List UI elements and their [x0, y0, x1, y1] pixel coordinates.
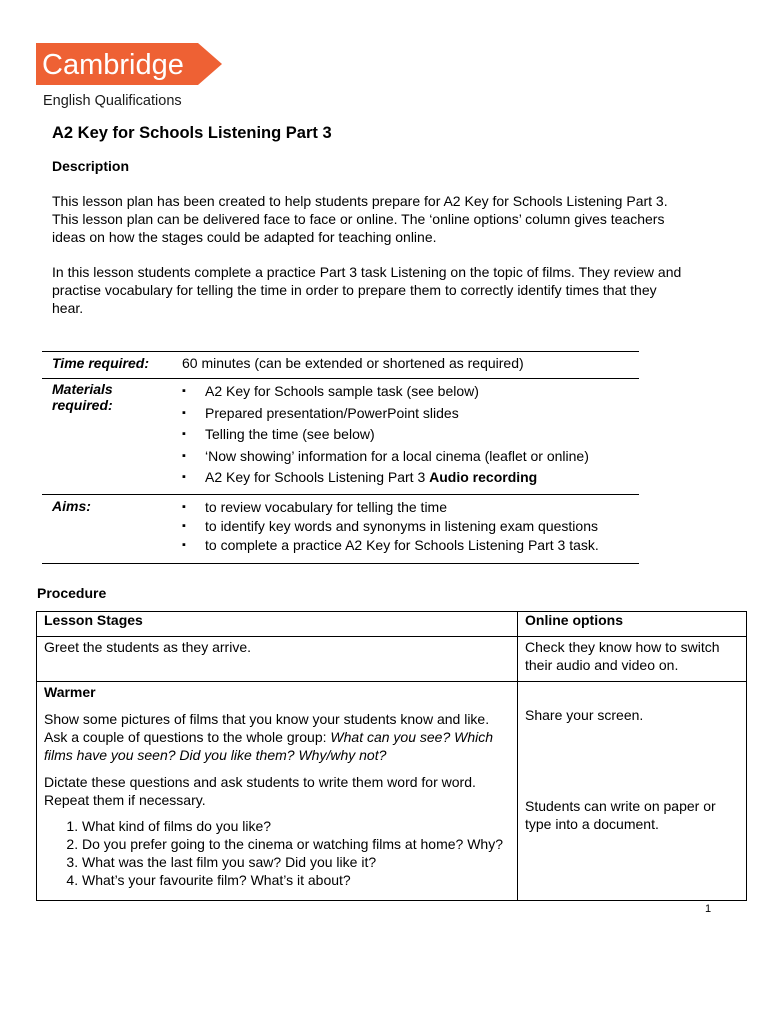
audio-recording-label: Audio recording [429, 469, 538, 485]
list-item: ▪ Prepared presentation/PowerPoint slides [182, 403, 639, 425]
logo-subtitle: English Qualifications [43, 93, 182, 109]
materials-list [182, 381, 639, 489]
procedure-header-row [37, 612, 747, 637]
procedure-table [36, 611, 747, 901]
time-required-row [42, 352, 639, 379]
description-paragraph-2: In this lesson students complete a practice Part 3 task Listening on the topic of films. They review and practise vocabulary for telling the time in order to prepare them to correctly identify times that they hear. [52, 264, 682, 316]
logo-arrow-badge [36, 43, 222, 85]
list-item: ▪ to review vocabulary for telling the time [182, 498, 639, 517]
list-item: ▪ Telling the time (see below) [182, 424, 639, 446]
lesson-info-table [42, 351, 639, 564]
description-paragraph-1: This lesson plan has been created to help students prepare for A2 Key for Schools Listening Part 3. This lesson plan can be delivered face to face or online. The ‘online options’ column gives teachers ideas on how the stages could be adapted for teaching online. [52, 193, 668, 245]
list-item: ▪ to complete a practice A2 Key for Schools Listening Part 3 task. [182, 536, 639, 555]
greet-stage: Greet the students as they arrive. [37, 637, 518, 682]
list-item: ▪ ‘Now showing’ information for a local cinema (leaflet or online) [182, 446, 639, 468]
warmer-paragraph-2: Dictate these questions and ask students to write them word for word. Repeat them if necessary. [44, 774, 476, 808]
lesson-stages-header: Lesson Stages [37, 612, 518, 637]
materials-row [42, 379, 639, 495]
warmer-questions-list [44, 817, 510, 889]
table-row [37, 682, 747, 901]
description-heading: Description [52, 158, 130, 174]
aims-list [182, 498, 639, 555]
warmer-online-options [518, 682, 747, 901]
list-item: 2. Do you prefer going to the cinema or watching films at home? Why? [82, 835, 510, 853]
warmer-online-option-1: Share your screen. [525, 707, 644, 723]
document-title: A2 Key for Schools Listening Part 3 [52, 124, 332, 142]
aims-label: Aims: [52, 498, 91, 514]
cambridge-logo [36, 43, 222, 109]
list-item: ▪ A2 Key for Schools sample task (see below) [182, 381, 639, 403]
list-item: ▪ to identify key words and synonyms in listening exam questions [182, 517, 639, 536]
table-row [37, 637, 747, 682]
logo-name: Cambridge [42, 49, 184, 81]
time-required-value: 60 minutes (can be extended or shortened as required) [182, 355, 524, 371]
warmer-online-option-2: Students can write on paper or type into a document. [525, 798, 716, 832]
warmer-title: Warmer [44, 684, 96, 700]
greet-online-option: Check they know how to switch their audio and video on. [518, 637, 747, 682]
warmer-paragraph-1: Show some pictures of films that you know your students know and like. Ask a couple of questions to the whole group: What can you see? Which films have you seen? Did you like them? Why/why not? [44, 711, 494, 763]
warmer-stage [37, 682, 518, 901]
list-item: 4. What’s your favourite film? What’s it about? [82, 871, 510, 889]
aims-row [42, 495, 639, 564]
list-item: 3. What was the last film you saw? Did you like it? [82, 853, 510, 871]
online-options-header: Online options [518, 612, 747, 637]
procedure-heading: Procedure [37, 585, 107, 601]
time-required-label: Time required: [52, 355, 149, 371]
list-item: 1. What kind of films do you like? [82, 817, 510, 835]
page-number: 1 [705, 903, 712, 915]
materials-label: Materials required: [52, 381, 113, 413]
list-item: ▪ A2 Key for Schools Listening Part 3 Audio recording [182, 467, 639, 489]
